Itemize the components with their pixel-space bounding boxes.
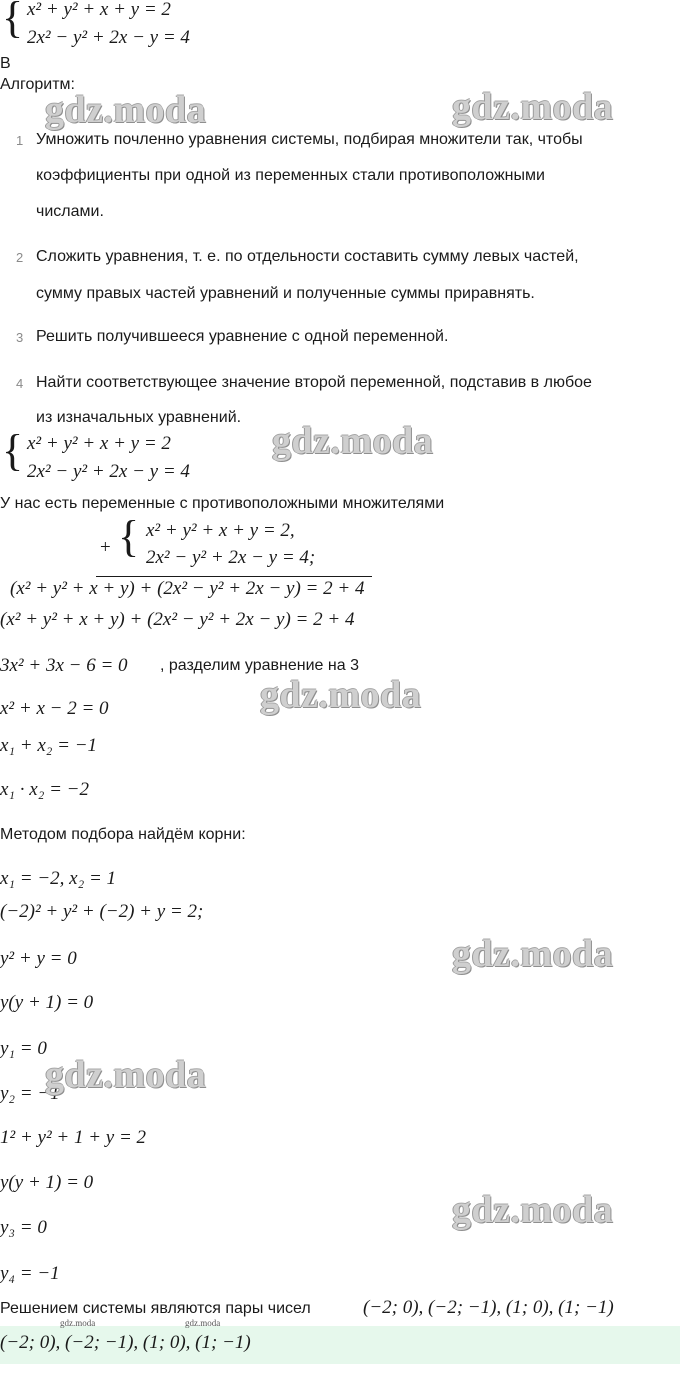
addition-eq1: x² + y² + x + y = 2, xyxy=(146,520,295,541)
reduced-equation: 3x² + 3x − 6 = 0 xyxy=(0,655,128,676)
method-text: Методом подбора найдём корни: xyxy=(0,826,246,843)
equation-line: y₄ = −1 xyxy=(0,1263,60,1284)
watermark: gdz.moda xyxy=(260,674,422,716)
addition-eq2: 2x² − y² + 2x − y = 4; xyxy=(146,547,316,568)
watermark: gdz.moda xyxy=(452,86,614,128)
quadratic-equation: x² + x − 2 = 0 xyxy=(0,698,109,719)
step-number: 4 xyxy=(16,376,24,391)
substitution-2: 1² + y² + 1 + y = 2 xyxy=(0,1127,147,1148)
system2-eq1: x² + y² + x + y = 2 xyxy=(27,433,171,454)
equation-line: y(y + 1) = 0 xyxy=(0,1172,94,1193)
vieta-product: x₁ · x₂ = −2 xyxy=(0,779,89,800)
clipped-text: В xyxy=(0,55,11,72)
substitution-1: (−2)² + y² + (−2) + y = 2; xyxy=(0,901,204,922)
step-text: из изначальных уравнений. xyxy=(36,409,242,426)
system1-eq2: 2x² − y² + 2x − y = 4 xyxy=(27,27,190,48)
step-text: числами. xyxy=(36,203,104,220)
vieta-sum: x₁ + x₂ = −1 xyxy=(0,735,98,756)
answer-text: (−2; 0), (−2; −1), (1; 0), (1; −1) xyxy=(0,1332,251,1353)
watermark: gdz.moda xyxy=(452,1189,614,1231)
sum-line xyxy=(96,576,372,577)
conclusion-text: Решением системы являются пары чисел xyxy=(0,1300,311,1317)
system-brace: { xyxy=(118,512,140,561)
watermark: gdz.moda xyxy=(60,1318,96,1328)
equation-line: y(y + 1) = 0 xyxy=(0,992,94,1013)
sum-equation: (x² + y² + x + y) + (2x² − y² + 2x − y) = 2 + 4 xyxy=(10,578,365,599)
plus-sign: + xyxy=(100,537,111,558)
equation-line: y₂ = −1 xyxy=(0,1083,60,1104)
watermark: gdz.moda xyxy=(272,420,434,462)
system-brace: { xyxy=(2,426,24,475)
conclusion-pairs: (−2; 0), (−2; −1), (1; 0), (1; −1) xyxy=(363,1297,614,1318)
equation-line: y₁ = 0 xyxy=(0,1038,47,1059)
equation-line: y² + y = 0 xyxy=(0,948,77,969)
step-number: 2 xyxy=(16,250,24,265)
step-text: Решить получившееся уравнение с одной переменной. xyxy=(36,328,449,345)
system2-eq2: 2x² − y² + 2x − y = 4 xyxy=(27,461,190,482)
reduced-note: , разделим уравнение на 3 xyxy=(160,657,359,674)
step-text: Сложить уравнения, т. е. по отдельности составить сумму левых частей, xyxy=(36,248,579,265)
step-number: 3 xyxy=(16,330,24,345)
system1-eq1: x² + y² + x + y = 2 xyxy=(27,0,171,20)
step-number: 1 xyxy=(16,133,24,148)
step-text: Умножить почленно уравнения системы, подбирая множители так, чтобы xyxy=(36,131,583,148)
answer-box xyxy=(0,1326,680,1364)
watermark: gdz.moda xyxy=(45,1054,207,1096)
watermark: gdz.moda xyxy=(452,933,614,975)
step-text: Найти соответствующее значение второй переменной, подставив в любое xyxy=(36,374,592,391)
sum-equation: (x² + y² + x + y) + (2x² − y² + 2x − y) = 2 + 4 xyxy=(0,609,355,630)
step-text: коэффициенты при одной из переменных стали противоположными xyxy=(36,167,545,184)
system-brace: { xyxy=(2,0,24,42)
watermark: gdz.moda xyxy=(185,1318,221,1328)
note-text: У нас есть переменные с противоположными множителями xyxy=(0,495,445,512)
algorithm-title: Алгоритм: xyxy=(0,76,75,93)
roots: x₁ = −2, x₂ = 1 xyxy=(0,868,117,889)
equation-line: y₃ = 0 xyxy=(0,1217,47,1238)
watermark: gdz.moda xyxy=(45,89,207,131)
step-text: сумму правых частей уравнений и полученные суммы приравнять. xyxy=(36,285,535,302)
